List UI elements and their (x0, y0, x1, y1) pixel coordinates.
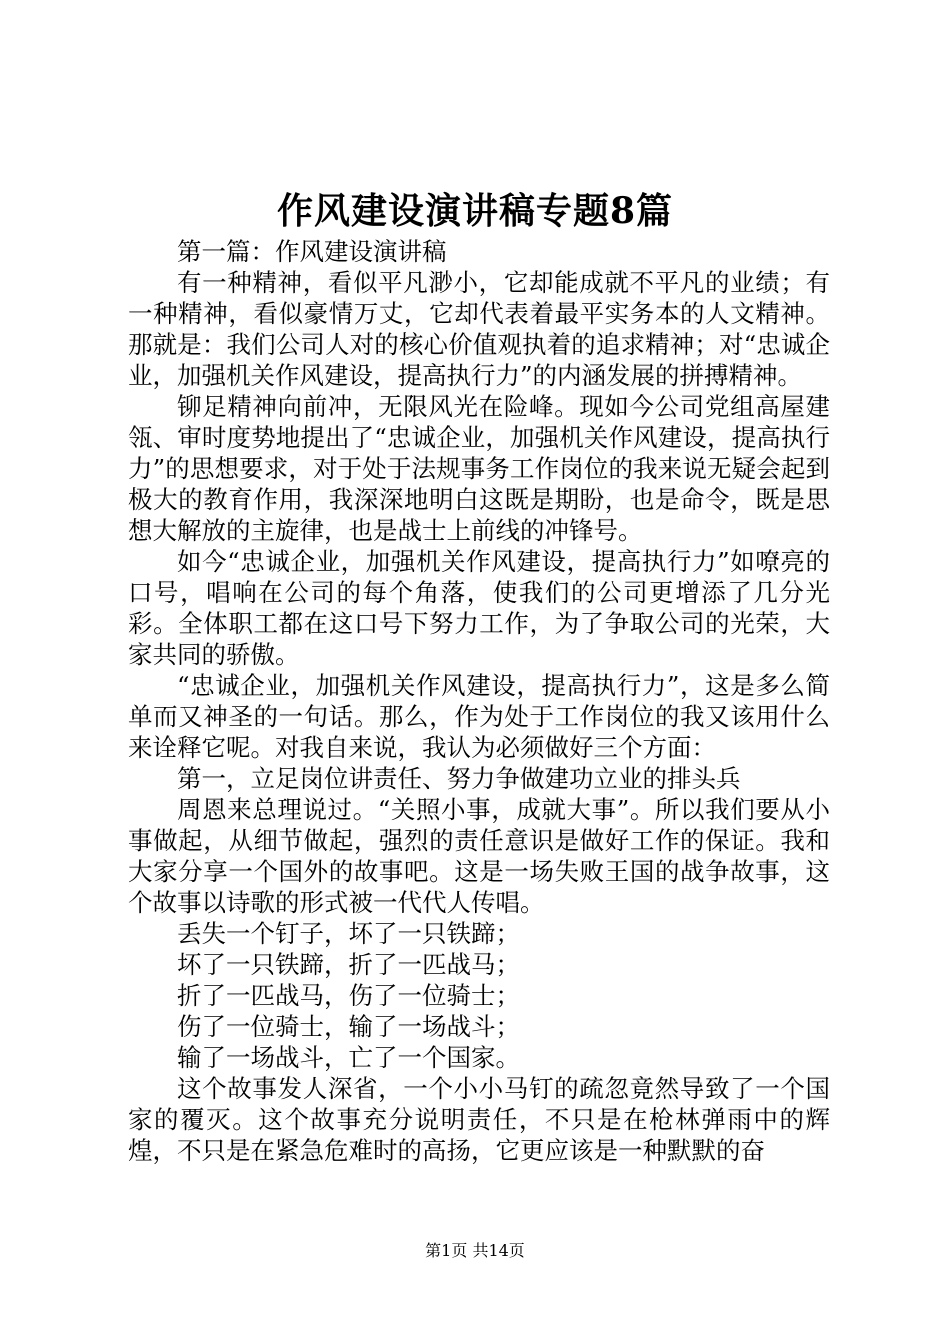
document-title: 作风建设演讲稿专题8篇 (276, 190, 674, 232)
document-body (128, 236, 830, 1166)
paragraph: “忠诚企业，加强机关作风建设，提高执行力”，这是多么简单而又神圣的一句话。那么，作为处于工作岗位的我又该用什么来诠释它呢。对我自来说，我认为必须做好三个方面： (128, 671, 830, 762)
paragraph: 第一篇：作风建设演讲稿 (177, 237, 447, 266)
poem-line: 伤了一位骑士，输了一场战斗； (177, 1012, 520, 1041)
paragraph: 铆足精神向前冲，无限风光在险峰。现如今公司党组高屋建瓴、审时度势地提出了“忠诚企业，加强机关作风建设，提高执行力”的思想要求，对于处于法规事务工作岗位的我来说无疑会起到极大的教育作用，我深深地明白这既是期盼，也是命令，既是思想大解放的主旋律，也是战士上前线的冲锋号。 (128, 392, 830, 545)
poem-line: 坏了一只铁蹄，折了一匹战马； (177, 950, 520, 979)
page-footer: 第1页 共14页 (425, 1241, 525, 1260)
poem-line: 折了一匹战马，伤了一位骑士； (177, 981, 520, 1010)
paragraph: 如今“忠诚企业，加强机关作风建设，提高执行力”如嘹亮的口号，唱响在公司的每个角落，使我们的公司更增添了几分光彩。全体职工都在这口号下努力工作，为了争取公司的光荣，大家共同的骄傲。 (128, 547, 830, 669)
poem-line: 丢失一个钉子，坏了一只铁蹄； (177, 919, 520, 948)
paragraph: 第一，立足岗位讲责任、努力争做建功立业的排头兵 (177, 764, 741, 793)
paragraph: 有一种精神，看似平凡渺小，它却能成就不平凡的业绩；有一种精神，看似豪情万丈，它却代表着最平实务本的人文精神。那就是：我们公司人对的核心价值观执着的追求精神；对“忠诚企业，加强机关作风建设，提高执行力”的内涵发展的拼搏精神。 (128, 268, 830, 390)
poem-line: 输了一场战斗，亡了一个国家。 (177, 1043, 520, 1072)
paragraph: 这个故事发人深省，一个小小马钉的疏忽竟然导致了一个国家的覆灭。这个故事充分说明责任，不只是在枪林弹雨中的辉煌，不只是在紧急危难时的高扬，它更应该是一种默默的奋 (128, 1074, 830, 1165)
paragraph: 周恩来总理说过。“关照小事，成就大事”。所以我们要从小事做起，从细节做起，强烈的责任意识是做好工作的保证。我和大家分享一个国外的故事吧。这是一场失败王国的战争故事，这个故事以诗歌的形式被一代代人传唱。 (128, 795, 830, 917)
